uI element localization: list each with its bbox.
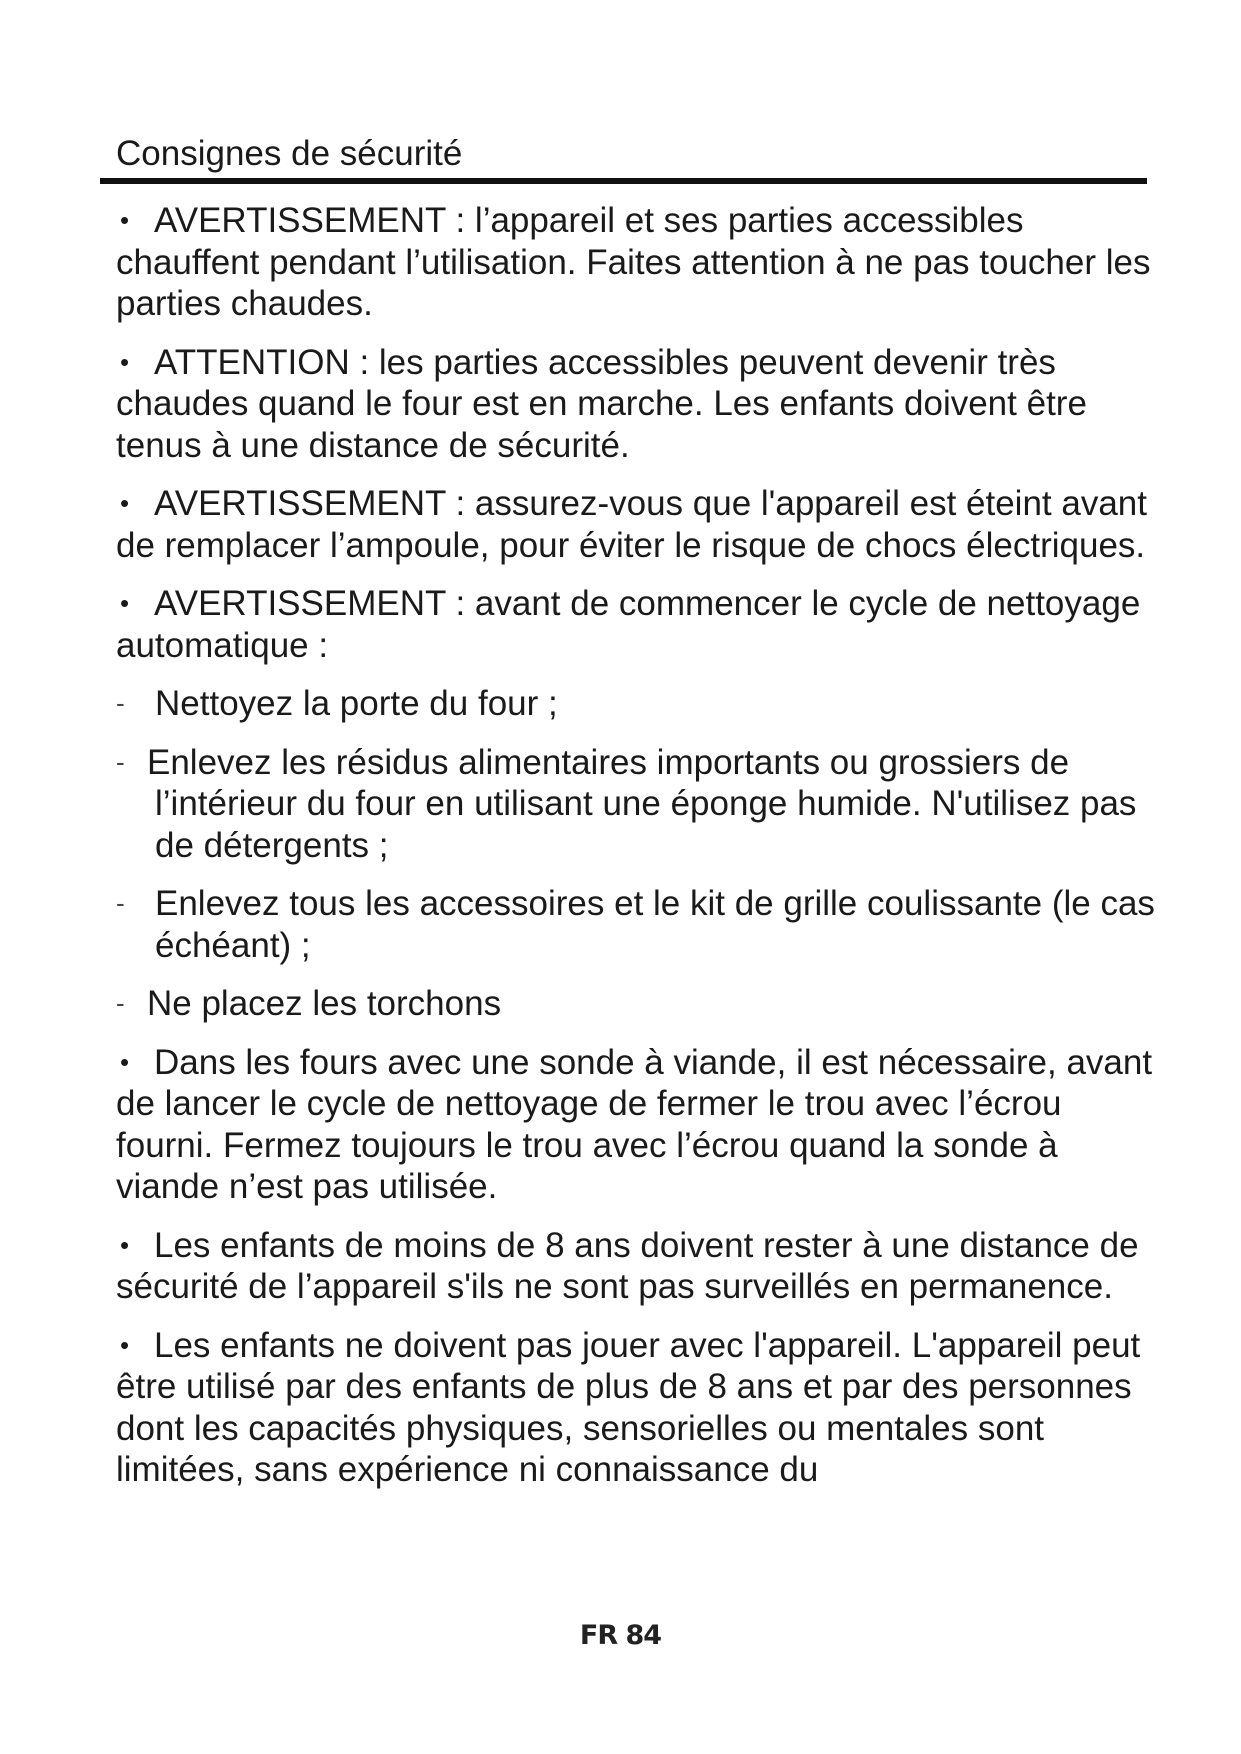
sub-list-item — [116, 742, 1156, 867]
item-text: AVERTISSEMENT : assurez-vous que l'appareil est éteint avant de remplacer l’ampoule, pour éviter le risque de chocs électriques. — [116, 484, 1147, 565]
title-divider — [100, 178, 1147, 184]
item-text: ATTENTION : les parties accessibles peuvent devenir très chaudes quand le four est en marche. Les enfants doivent être tenus à une distance de sécurité. — [116, 342, 1087, 465]
list-item — [116, 342, 1156, 467]
dash-icon: - — [116, 988, 125, 1018]
item-text: Les enfants de moins de 8 ans doivent rester à une distance de sécurité de l’appareil s'ils ne sont pas surveillés en permanence. — [116, 1225, 1139, 1306]
bullet-icon: • — [120, 1329, 130, 1360]
item-text: Les enfants ne doivent pas jouer avec l'appareil. L'appareil peut être utilisé par des enfants de plus de 8 ans et par des personnes dont les capacités physiques, sensorielles ou mentales sont limitées, sans expérience ni connaissance du — [116, 1325, 1141, 1489]
sub-list-item — [116, 883, 1156, 966]
sub-list-item — [116, 983, 1156, 1025]
bullet-icon: • — [120, 346, 130, 377]
dash-icon: - — [116, 888, 125, 918]
list-item — [116, 1042, 1156, 1208]
item-text: Nettoyez la porte du four ; — [155, 684, 558, 723]
item-text: AVERTISSEMENT : l’appareil et ses parties accessibles chauffent pendant l’utilisation. Faites attention à ne pas toucher les parties chaudes. — [116, 201, 1151, 323]
safety-instructions — [116, 200, 1156, 1508]
item-text: Ne placez les torchons — [147, 984, 502, 1023]
page-number: FR 84 — [579, 1620, 662, 1651]
list-item — [116, 583, 1156, 666]
list-item — [116, 1225, 1156, 1308]
item-text: Enlevez tous les accessoires et le kit de grille coulissante (le cas échéant) ; — [155, 884, 1155, 965]
bullet-icon: • — [120, 1046, 130, 1077]
bullet-icon: • — [120, 488, 130, 518]
item-text: Enlevez les résidus alimentaires importants ou grossiers de l’intérieur du four en utilisant une éponge humide. N'utilisez pas de détergents ; — [147, 742, 1137, 865]
bullet-icon: • — [120, 1229, 130, 1260]
dash-icon: - — [116, 746, 125, 777]
list-item — [116, 1325, 1156, 1491]
page-title: Consignes de sécurité — [116, 134, 463, 173]
list-item — [116, 483, 1156, 566]
item-text: AVERTISSEMENT : avant de commencer le cycle de nettoyage automatique : — [116, 584, 1141, 665]
dash-icon: - — [116, 688, 125, 718]
sub-list-item — [116, 683, 1156, 725]
item-text: Dans les fours avec une sonde à viande, il est nécessaire, avant de lancer le cycle de nettoyage de fermer le trou avec l’écrou fourni. Fermez toujours le trou avec l’écrou quand la sonde à viande n’est pas utilisée. — [116, 1042, 1153, 1206]
bullet-icon: • — [120, 588, 130, 618]
bullet-icon: • — [120, 205, 130, 235]
list-item — [116, 200, 1156, 325]
